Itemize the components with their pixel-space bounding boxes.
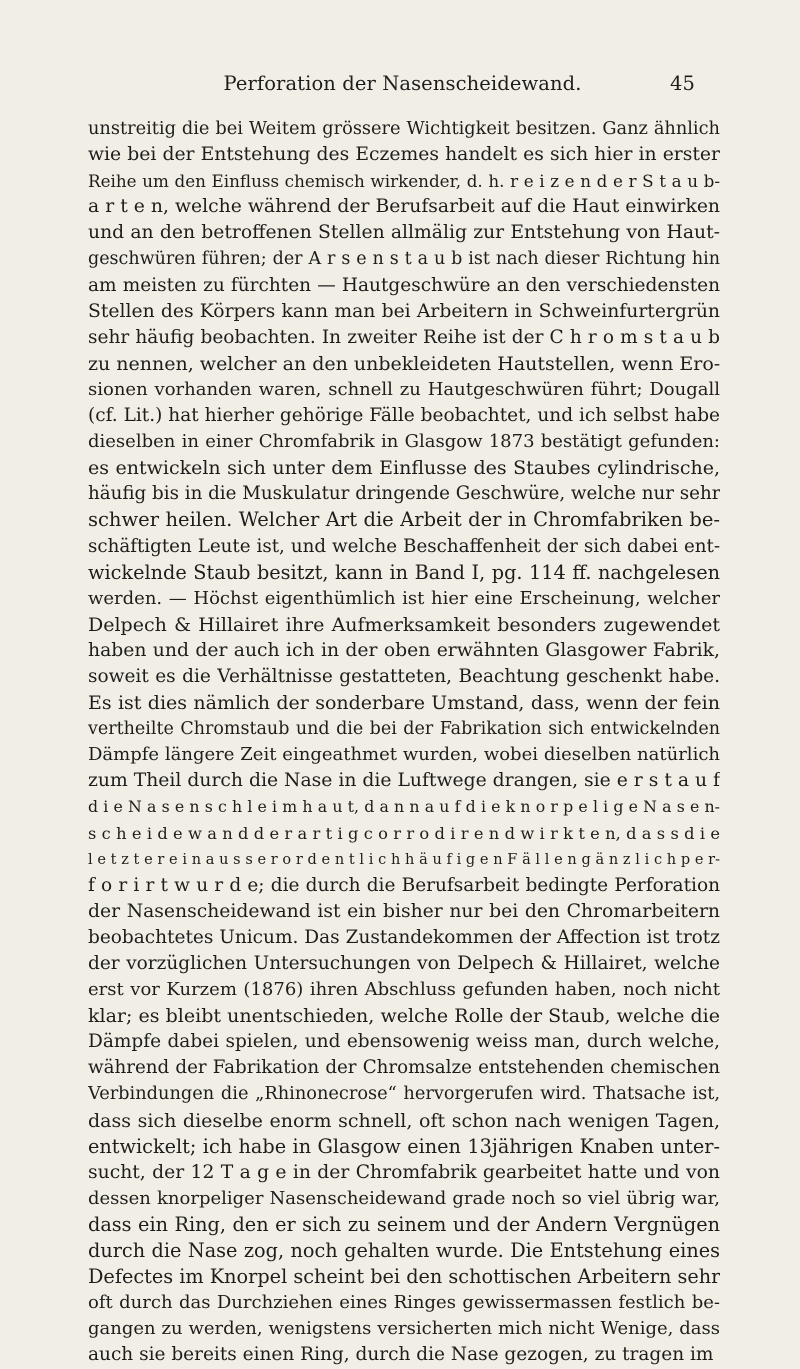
body-text [88, 116, 720, 1369]
text-line: dass ein Ring, den er sich zu seinem und der Andern Vergnügen [88, 1212, 720, 1236]
text-line: f o r i r t w u r d e; die durch die Berufsarbeit bedingte Perforation [88, 874, 720, 896]
text-line: sehr häufig beobachten. In zweiter Reihe ist der C h r o m s t a u b [88, 326, 720, 348]
text-line: sionen vorhanden waren, schnell zu Hautgeschwüren führt; Dougall [88, 378, 720, 400]
text-line: sucht, der 12 T a g e in der Chromfabrik gearbeitet hatte und von [88, 1161, 720, 1183]
running-title: Perforation der Nasenscheidewand. [223, 72, 582, 95]
text-line: unstreitig die bei Weitem grössere Wichtigkeit besitzen. Ganz ähnlich [88, 119, 720, 139]
text-line: erst vor Kurzem (1876) ihren Abschluss gefunden haben, noch nicht [88, 979, 720, 1001]
text-line: der Nasenscheidewand ist ein bisher nur bei den Chromarbeitern [88, 900, 720, 922]
text-line: zu nennen, welcher an den unbekleideten Hautstellen, wenn Ero- [88, 352, 720, 375]
text-line: es entwickeln sich unter dem Einflusse des Staubes cylindrische, [88, 457, 720, 480]
text-line: vertheilte Chromstaub und die bei der Fabrikation sich entwickelnden [88, 719, 720, 740]
text-line: entwickelt; ich habe in Glasgow einen 13jährigen Knaben unter- [88, 1134, 720, 1158]
text-line: und an den betroffenen Stellen allmälig zur Entstehung von Haut- [88, 222, 720, 244]
text-line: zum Theil durch die Nase in die Luftwege drangen, sie e r s t a u f [88, 770, 720, 792]
text-line: durch die Nase zog, noch gehalten wurde. Die Entstehung eines [88, 1239, 720, 1263]
text-line: beobachtetes Unicum. Das Zustandekommen der Affection ist trotz [88, 926, 720, 948]
text-line: Dämpfe dabei spielen, und ebensowenig weiss man, durch welche, [88, 1031, 720, 1053]
text-line: haben und der auch ich in der oben erwähnten Glasgower Fabrik, [88, 639, 720, 661]
text-line: Verbindungen die „Rhinonecrose“ hervorgerufen wird. Thatsache ist, [88, 1084, 720, 1105]
text-line: Delpech & Hillairet ihre Aufmerksamkeit besonders zugewendet [88, 613, 720, 636]
text-line: klar; es bleibt unentschieden, welche Rolle der Staub, welche die [88, 1005, 720, 1028]
text-line: soweit es die Verhältnisse gestatteten, Beachtung geschenkt habe. [88, 665, 720, 687]
text-line: (cf. Lit.) hat hierher gehörige Fälle beobachtet, und ich selbst habe [88, 405, 720, 427]
running-head [110, 72, 695, 102]
text-line: der vorzüglichen Untersuchungen von Delpech & Hillairet, welche [88, 953, 720, 974]
text-line: a r t e n, welche während der Berufsarbeit auf die Haut einwirken [88, 196, 720, 218]
text-line: dessen knorpeliger Nasenscheidewand grade noch so viel übrig war, [88, 1187, 720, 1209]
text-line: Stellen des Körpers kann man bei Arbeitern in Schweinfurtergrün [88, 300, 720, 322]
text-line: geschwüren führen; der A r s e n s t a u b ist nach dieser Richtung hin [88, 249, 720, 270]
text-line: am meisten zu fürchten — Hautgeschwüre an den verschiedensten [88, 274, 720, 296]
text-line: schäftigten Leute ist, und welche Beschaffenheit der sich dabei ent- [88, 535, 720, 557]
page-number: 45 [669, 72, 695, 95]
text-line: wickelnde Staub besitzt, kann in Band I, pg. 114 ff. nachgelesen [88, 560, 720, 584]
text-line: häufig bis in die Muskulatur dringende Geschwüre, welche nur sehr [88, 483, 720, 505]
text-line: l e t z t e r e i n a u s s e r o r d e n t l i c h h ä u f i g e n F ä l l e n g ä n z l i c h p e r- [88, 851, 720, 868]
text-line: werden. — Höchst eigenthümlich ist hier eine Erscheinung, welcher [88, 587, 720, 609]
text-line: dieselben in einer Chromfabrik in Glasgow 1873 bestätigt gefunden: [88, 431, 720, 453]
text-line: d i e N a s e n s c h l e i m h a u t, d a n n a u f d i e k n o r p e l i g e N a s e n- [88, 797, 720, 817]
text-line: oft durch das Durchziehen eines Ringes gewissermassen festlich be- [88, 1292, 720, 1314]
text-line: schwer heilen. Welcher Art die Arbeit der in Chromfabriken be- [88, 508, 720, 532]
text-line: dass sich dieselbe enorm schnell, oft schon nach wenigen Tagen, [88, 1109, 720, 1132]
text-line: auch sie bereits einen Ring, durch die Nase gezogen, zu tragen im [88, 1344, 714, 1366]
text-line: s c h e i d e w a n d d e r a r t i g c o r r o d i r e n d w i r k t e n, d a s s d i e [88, 823, 720, 843]
text-line: Reihe um den Einfluss chemisch wirkender, d. h. r e i z e n d e r S t a u b- [88, 171, 720, 192]
text-line: Defectes im Knorpel scheint bei den schottischen Arbeitern sehr [88, 1265, 720, 1289]
text-line: gangen zu werden, wenigstens versicherten mich nicht Wenige, dass [88, 1318, 720, 1340]
text-line: Es ist dies nämlich der sonderbare Umstand, dass, wenn der fein [88, 692, 720, 715]
text-line: während der Fabrikation der Chromsalze entstehenden chemischen [88, 1057, 720, 1079]
text-line: Dämpfe längere Zeit eingeathmet wurden, wobei dieselben natürlich [88, 744, 720, 766]
text-line: wie bei der Entstehung des Eczemes handelt es sich hier in erster [88, 144, 720, 166]
